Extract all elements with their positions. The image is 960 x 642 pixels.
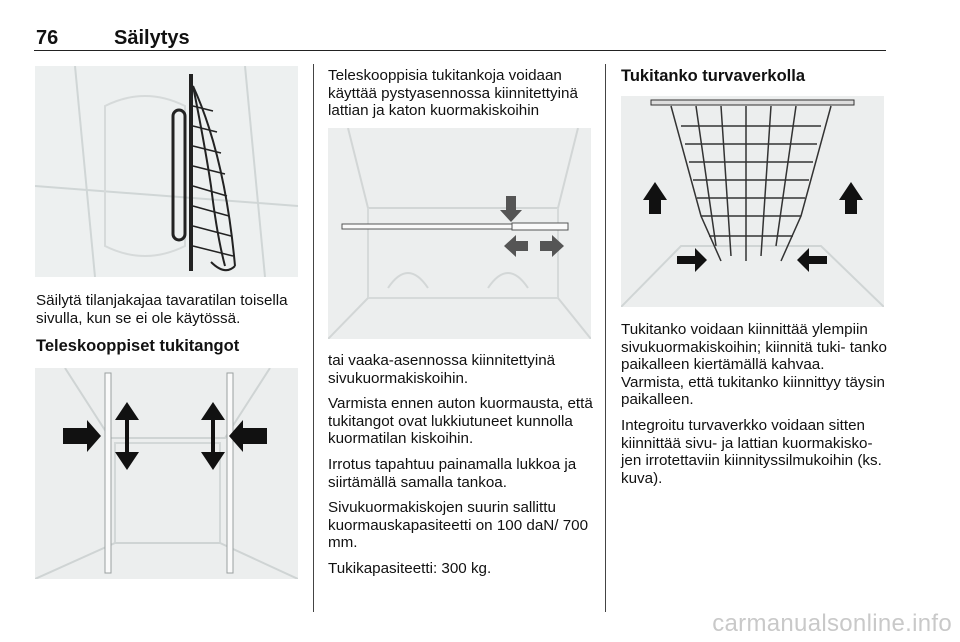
telescopic-p4: Sivukuormakiskojen suurin sallittu kuormauskapasiteetti on 100 daN/ 700 mm. (328, 499, 589, 552)
telescopic-p5: Tukikapasiteetti: 300 kg. (328, 559, 492, 577)
figure-safety-net (621, 96, 884, 307)
figure-telescopic-bar-horizontal (328, 128, 591, 339)
safety-net-heading: Tukitanko turvaverkolla (621, 67, 806, 85)
column-3-heading (621, 67, 889, 86)
page-number: 76 (36, 27, 59, 49)
column-divider-1 (313, 64, 314, 612)
safety-net-p2: Integroitu turvaverkko voidaan sitten kiinnittää sivu- ja lattian kuormakisko- jen irrotettaviin kiinnityssilmukoihin (ks. kuva). (621, 416, 882, 487)
header-rule (34, 50, 886, 51)
telescopic-p2: Varmista ennen auton kuormausta, että tukitangot ovat lukkiutuneet kunnolla kuormatilan kiskoihin. (328, 395, 593, 448)
column-2-text (328, 352, 596, 586)
figure-telescopic-bars-vertical (35, 368, 298, 579)
column-2-intro (328, 67, 596, 128)
figure-divider-storage (35, 66, 298, 277)
telescopic-intro: Teleskooppisia tukitankoja voidaan käyttää pystyasennossa kiinnitettyinä lattian ja katon kuormakiskoihin (328, 67, 578, 120)
column-1-text (36, 292, 304, 356)
watermark: carmanualsonline.info (712, 610, 952, 637)
telescopic-heading: Teleskooppiset tukitangot (36, 337, 240, 356)
safety-net-p1: Tukitanko voidaan kiinnittää ylempiin sivukuormakiskoihin; kiinnitä tuki- tanko paikalleen kiertämällä kahvaa. Varmista, että tukitanko kiinnittyy täysin paikalleen. (621, 321, 887, 409)
telescopic-p1: tai vaaka-asennossa kiinnitettyinä sivukuormakiskoihin. (328, 352, 556, 387)
column-divider-2 (605, 64, 606, 612)
storage-caption: Säilytä tilanjakajaa tavaratilan toisella sivulla, kun se ei ole käytössä. (36, 292, 288, 327)
telescopic-p3: Irrotus tapahtuu painamalla lukkoa ja siirtämällä samalla tankoa. (328, 455, 577, 491)
column-3-text (621, 321, 889, 495)
section-title: Säilytys (114, 27, 190, 49)
